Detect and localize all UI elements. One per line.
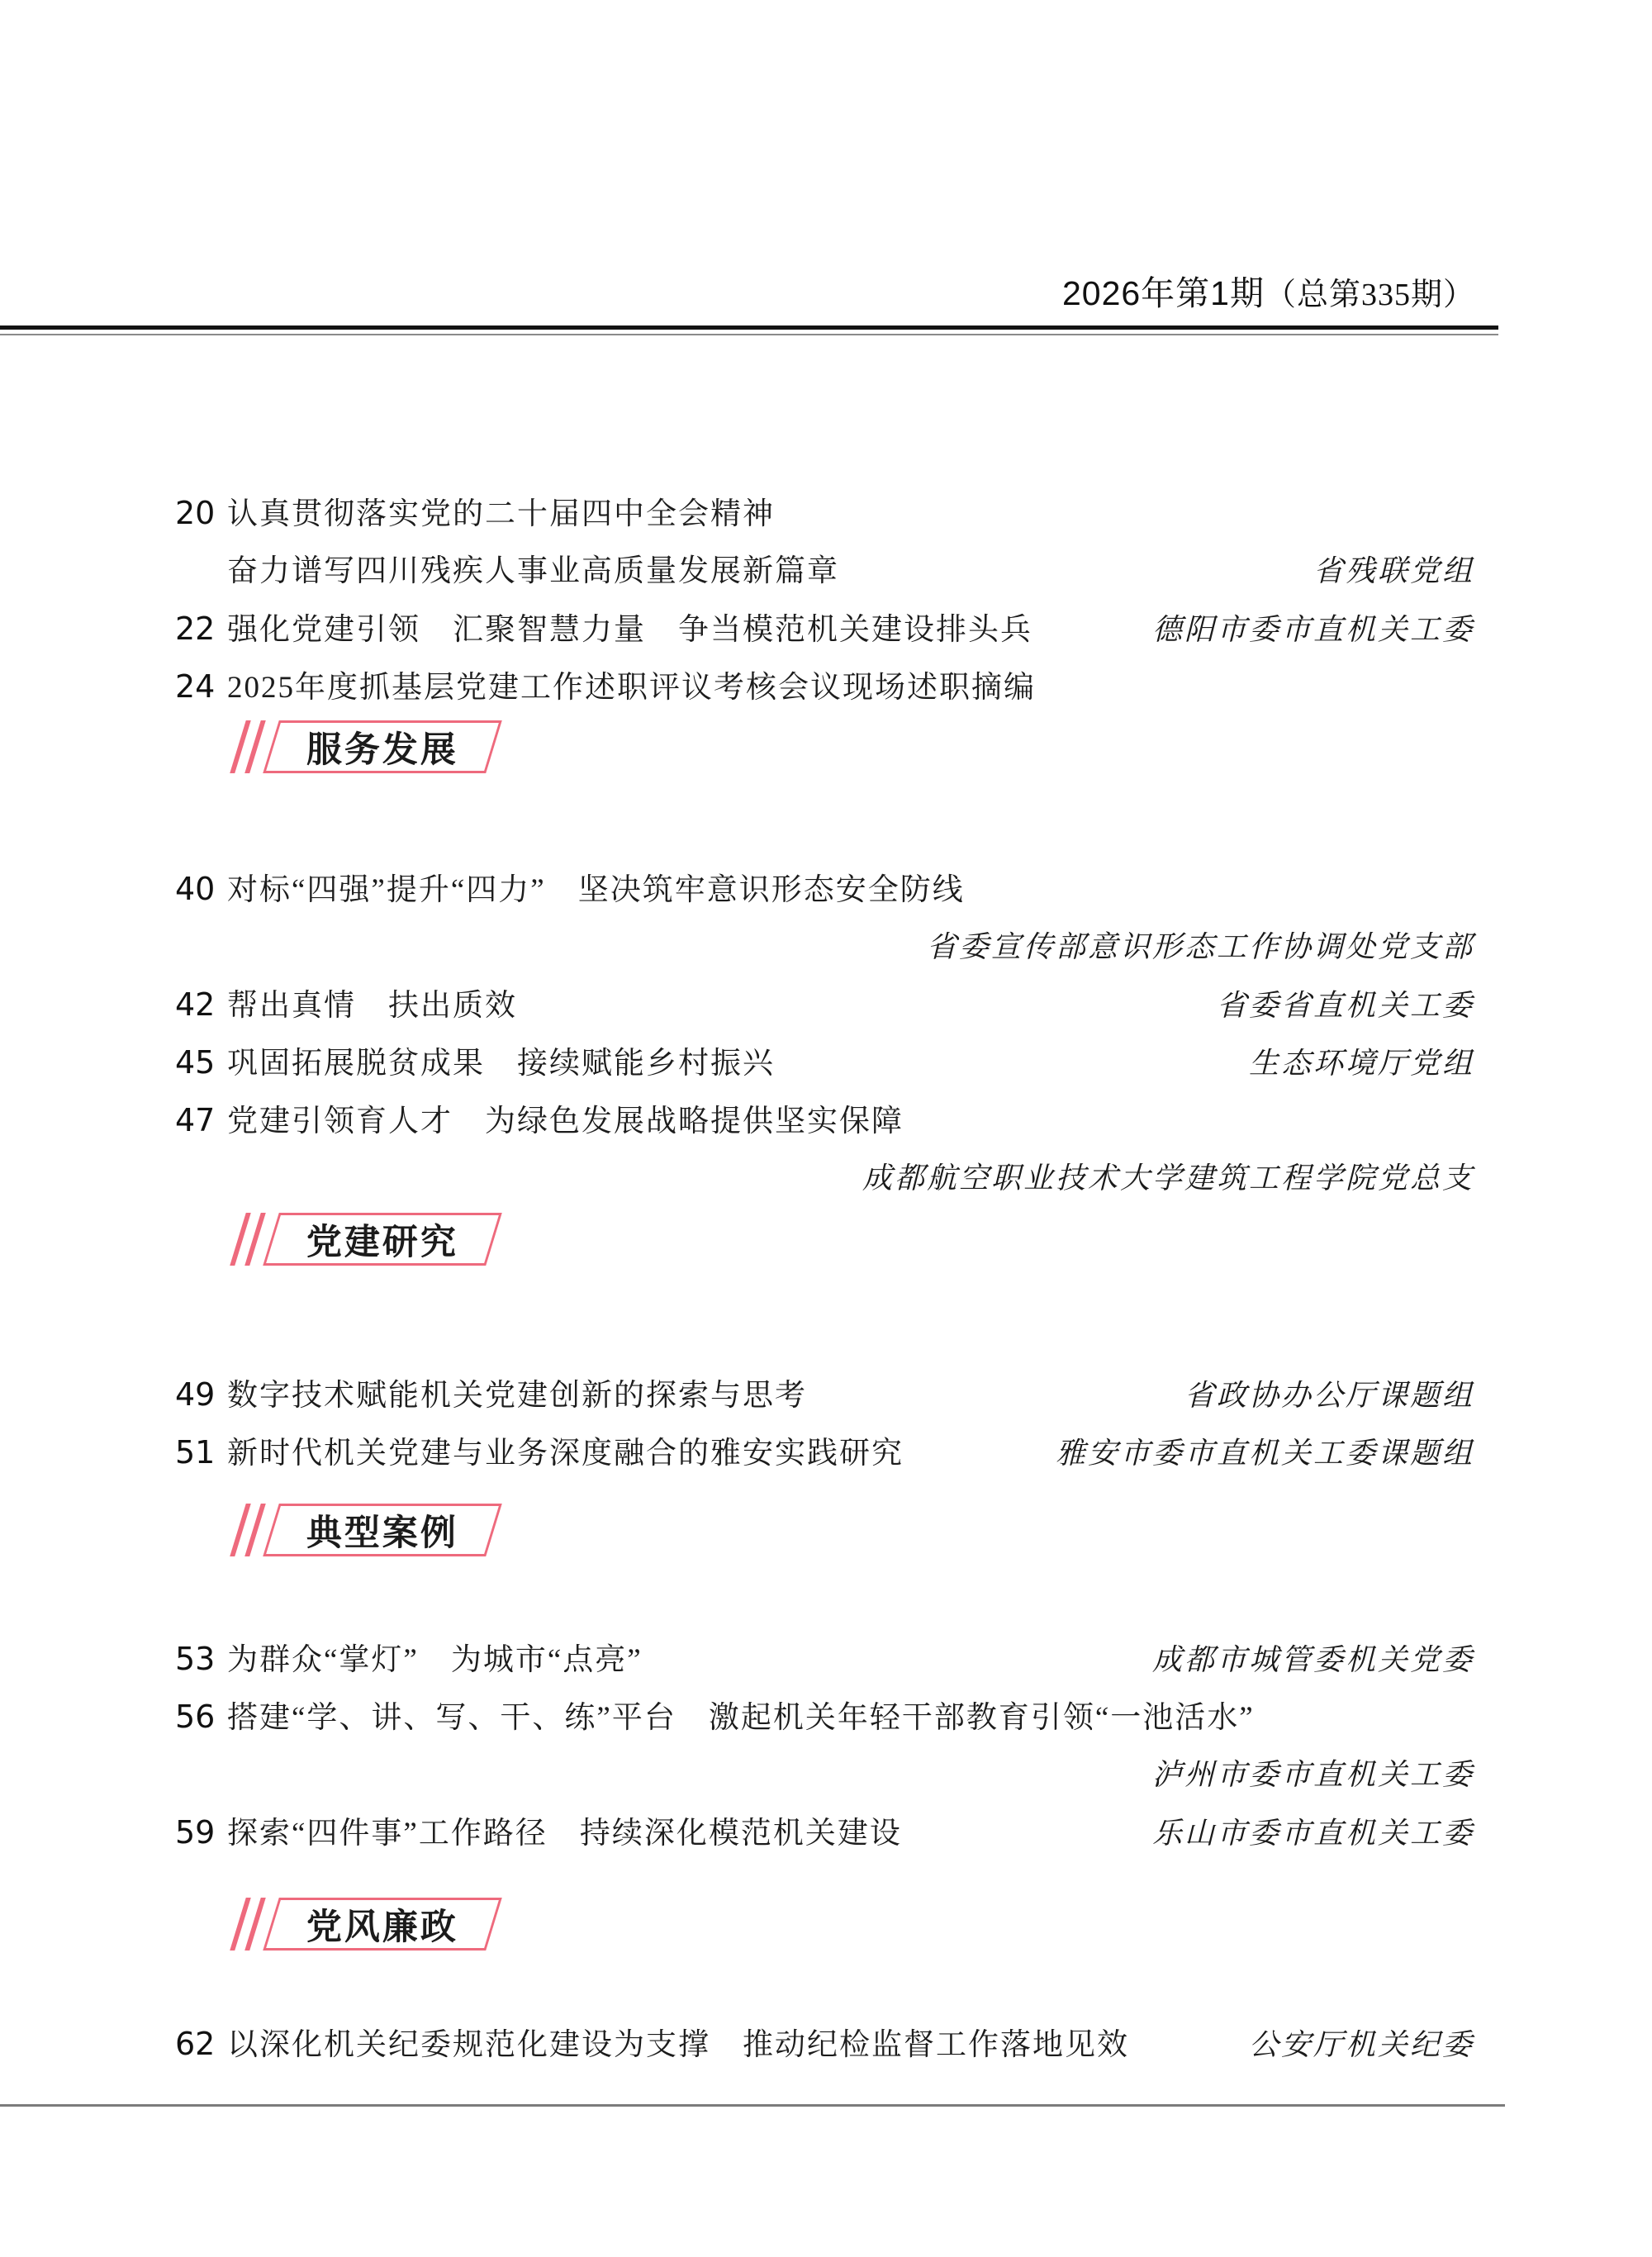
entry-title: 帮出真情 扶出质效 xyxy=(227,989,517,1023)
entry-author: 省委宣传部意识形态工作协调处党支部 xyxy=(926,930,1474,963)
banner-frame xyxy=(263,1504,502,1556)
entry-page-number: 20 xyxy=(175,495,216,531)
issue-total-label: （总第335期） xyxy=(1264,278,1475,312)
entry-page-number: 45 xyxy=(175,1044,216,1081)
entry-title: 对标“四强”提升“四力” 坚决筑牢意识形态安全防线 xyxy=(227,873,965,907)
issue-label: 2026年第1期 xyxy=(1061,274,1265,312)
entry-author: 省残联党组 xyxy=(1313,554,1474,587)
entry-author: 泸州市委市直机关工委 xyxy=(1151,1758,1474,1791)
toc-entry xyxy=(175,867,1474,910)
entry-page-number: 40 xyxy=(175,871,216,907)
section-title: 典型案例 xyxy=(306,1513,458,1553)
toc-entry xyxy=(175,1041,1474,1084)
entry-author: 省政协办公厅课题组 xyxy=(1184,1379,1474,1412)
entry-page-number: 42 xyxy=(175,986,216,1023)
entry-page-number: 22 xyxy=(175,611,216,647)
footer-rule xyxy=(0,2104,1505,2107)
toc-entry xyxy=(175,1811,1474,1854)
entry-page-number: 59 xyxy=(175,1814,216,1851)
section-title: 党建研究 xyxy=(306,1222,458,1262)
entry-title: 认真贯彻落实党的二十届四中全会精神 xyxy=(227,497,775,531)
entry-page-number: 24 xyxy=(175,668,216,705)
section-banner-dangjianyanjiu xyxy=(238,1213,494,1266)
section-title: 党风廉政 xyxy=(306,1907,458,1947)
entry-author: 乐山市委市直机关工委 xyxy=(1151,1817,1474,1850)
entry-author: 雅安市委市直机关工委课题组 xyxy=(1055,1437,1474,1470)
entry-title: 数字技术赋能机关党建创新的探索与思考 xyxy=(227,1379,807,1413)
banner-frame xyxy=(263,1213,502,1266)
entry-author: 德阳市委市直机关工委 xyxy=(1151,613,1474,646)
masthead xyxy=(0,266,1475,315)
entry-author: 公安厅机关纪委 xyxy=(1248,2028,1474,2061)
entry-title: 巩固拓展脱贫成果 接续赋能乡村振兴 xyxy=(227,1047,775,1081)
entry-title: 搭建“学、讲、写、干、练”平台 激起机关年轻干部教育引领“一池活水” xyxy=(227,1701,1255,1735)
entry-author: 生态环境厅党组 xyxy=(1248,1047,1474,1080)
entry-page-number: 53 xyxy=(175,1641,216,1677)
entry-page-number: 47 xyxy=(175,1102,216,1138)
entry-title: 党建引领育人才 为绿色发展战略提供坚实保障 xyxy=(227,1105,904,1138)
entry-author: 成都市城管委机关党委 xyxy=(1151,1643,1474,1676)
toc-entry xyxy=(175,983,1474,1026)
entry-title: 强化党建引领 汇聚智慧力量 争当模范机关建设排头兵 xyxy=(227,613,1032,647)
toc-entry xyxy=(175,1431,1474,1474)
entry-title: 2025年度抓基层党建工作述职评议考核会议现场述职摘编 xyxy=(227,671,1036,705)
section-banner-fuwufazhan xyxy=(238,720,494,773)
toc-entry xyxy=(175,1099,1474,1142)
entry-page-number: 51 xyxy=(175,1434,216,1471)
entry-title: 奋力谱写四川残疾人事业高质量发展新篇章 xyxy=(227,554,839,588)
toc-entry xyxy=(175,1373,1474,1416)
section-banner-dianxinganli xyxy=(238,1504,494,1556)
toc-entry xyxy=(175,1695,1474,1738)
toc-entry xyxy=(175,1637,1474,1680)
entry-author: 省委省直机关工委 xyxy=(1216,989,1474,1022)
entry-page-number: 62 xyxy=(175,2026,216,2062)
toc-entry-continuation xyxy=(227,1157,1474,1200)
entry-title: 以深化机关纪委规范化建设为支撑 推动纪检监督工作落地见效 xyxy=(227,2028,1129,2062)
banner-frame xyxy=(263,720,502,773)
entry-title: 为群众“掌灯” 为城市“点亮” xyxy=(227,1643,643,1677)
entry-title: 新时代机关党建与业务深度融合的雅安实践研究 xyxy=(227,1437,904,1471)
entry-page-number: 49 xyxy=(175,1376,216,1413)
toc-entry-continuation xyxy=(227,549,1474,592)
banner-frame xyxy=(263,1898,502,1951)
toc-entry xyxy=(175,665,1474,708)
toc-entry xyxy=(175,2022,1474,2065)
toc-entry-continuation xyxy=(227,1753,1474,1796)
toc-entry xyxy=(175,607,1474,650)
entry-page-number: 56 xyxy=(175,1699,216,1735)
entry-title: 探索“四件事”工作路径 持续深化模范机关建设 xyxy=(227,1817,902,1851)
toc-entry-continuation xyxy=(227,925,1474,968)
header-rule-thin xyxy=(0,334,1498,335)
section-banner-dangfenglianzheng xyxy=(238,1898,494,1951)
toc-entry xyxy=(175,492,1474,535)
header-rule-thick xyxy=(0,325,1498,330)
entry-author: 成都航空职业技术大学建筑工程学院党总支 xyxy=(862,1162,1474,1195)
section-title: 服务发展 xyxy=(306,729,458,770)
